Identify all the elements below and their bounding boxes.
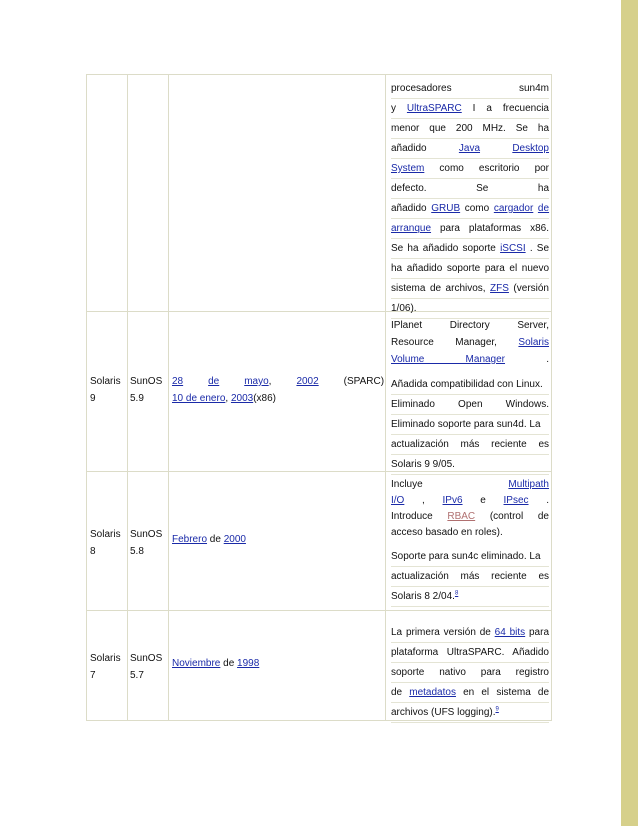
wiki-link[interactable]: Volume Manager [391, 354, 506, 365]
text-line [391, 493, 549, 509]
wiki-link[interactable]: de [537, 203, 550, 214]
sunos-cell [130, 373, 167, 407]
version-cell [90, 526, 126, 560]
text-line [391, 587, 549, 606]
text-fragment: Se [476, 183, 489, 194]
text-fragment: frecuencia [502, 103, 549, 114]
text-line [391, 477, 549, 493]
text-fragment: a [486, 103, 492, 114]
wiki-link[interactable]: GRUB [431, 203, 461, 214]
sunos-name: SunOS [130, 529, 163, 540]
text-line [391, 525, 549, 541]
text-line [391, 219, 549, 238]
text-line [391, 179, 549, 198]
text-fragment: archivos, [445, 283, 486, 294]
notes-cell [391, 477, 549, 541]
text-fragment: es [538, 439, 550, 450]
text-fragment: Incluye [391, 479, 509, 490]
text-fragment: IPlanet [391, 320, 423, 331]
wiki-link[interactable]: de [208, 376, 220, 387]
notes-cell [391, 317, 549, 368]
wiki-link[interactable]: Febrero [172, 534, 208, 545]
text-line [391, 199, 549, 218]
wiki-link[interactable]: Java [458, 143, 481, 154]
version-name: Solaris [90, 529, 121, 540]
text-fragment: I [472, 103, 476, 114]
text-fragment: Manager, [455, 337, 497, 348]
text-fragment: que [429, 123, 446, 134]
text-line [391, 623, 549, 642]
text-fragment: Eliminado [391, 399, 435, 410]
text-line [391, 415, 549, 434]
column-divider [168, 75, 169, 720]
date-cell [172, 531, 384, 548]
wiki-link[interactable]: 1998 [237, 658, 260, 669]
footnote-ref[interactable]: 9 [495, 706, 499, 713]
text-fragment: de [220, 658, 238, 669]
wiki-link[interactable]: metadatos [409, 687, 456, 698]
column-divider [127, 75, 128, 720]
text-fragment: de [391, 687, 403, 698]
sunos-number: 5.8 [130, 546, 144, 557]
text-fragment: Directory [449, 320, 490, 331]
text-fragment: nuevo [521, 263, 550, 274]
wiki-link[interactable]: System [391, 163, 425, 174]
wiki-link[interactable]: Noviembre [172, 658, 221, 669]
text-line [391, 509, 549, 525]
text-fragment: actualización [391, 439, 449, 450]
text-fragment: sistema [391, 283, 426, 294]
text-fragment: para [484, 263, 505, 274]
text-fragment: más [460, 439, 480, 450]
wiki-link[interactable]: Multipath [508, 479, 549, 490]
text-fragment: (control [489, 511, 524, 522]
text-fragment: Se [391, 243, 404, 254]
wiki-link[interactable]: 2000 [223, 534, 246, 545]
text-line [391, 351, 549, 368]
text-fragment: Se [515, 123, 528, 134]
text-line [391, 663, 549, 682]
text-fragment: reciente [491, 571, 527, 582]
text-fragment: para [439, 223, 460, 234]
solaris-versions-table [86, 74, 552, 721]
wiki-link[interactable]: Solaris [518, 337, 549, 348]
line-separator [391, 722, 549, 723]
text-line [391, 299, 549, 318]
wiki-link[interactable]: IPsec [503, 495, 529, 506]
sunos-number: 5.9 [130, 393, 144, 404]
text-fragment: añadido [422, 243, 459, 254]
text-fragment: por [534, 163, 550, 174]
text-fragment: (x86) [253, 393, 276, 404]
sunos-cell [130, 526, 167, 560]
version-name: Solaris [90, 653, 121, 664]
text-fragment: actualización [391, 571, 449, 582]
text-fragment: de [207, 534, 224, 545]
text-fragment: archivos (UFS logging). [391, 707, 496, 718]
text-fragment: escritorio [478, 163, 520, 174]
wiki-link[interactable]: mayo [244, 376, 269, 387]
text-fragment: para [480, 667, 501, 678]
version-cell [90, 373, 126, 407]
text-line [391, 79, 549, 98]
text-line [391, 139, 549, 158]
text-fragment: , [422, 495, 443, 506]
text-line [391, 239, 549, 258]
version-number: 9 [90, 393, 96, 404]
text-fragment: ha [537, 123, 550, 134]
text-line [391, 703, 549, 722]
version-cell [90, 650, 126, 684]
text-fragment: más [460, 571, 480, 582]
text-fragment: plataformas [468, 223, 522, 234]
text-fragment: Añadido [512, 647, 549, 658]
wiki-link[interactable]: I/O [391, 495, 405, 506]
text-line [391, 643, 549, 662]
text-fragment: plataforma [391, 647, 439, 658]
text-fragment: procesadores [391, 83, 452, 94]
text-line [172, 531, 384, 548]
text-fragment: UltraSPARC. [446, 647, 505, 658]
text-fragment: de [537, 511, 549, 522]
text-fragment: e [480, 495, 504, 506]
text-fragment: como [464, 203, 490, 214]
text-fragment: Se [536, 243, 550, 254]
text-fragment: registro [515, 667, 549, 678]
wiki-link[interactable]: 64 bits [494, 627, 526, 638]
text-line [391, 435, 549, 454]
sunos-number: 5.7 [130, 670, 144, 681]
text-line [391, 375, 549, 394]
wiki-link[interactable]: Desktop [512, 143, 549, 154]
text-fragment: ha [537, 183, 550, 194]
text-fragment: acceso basado en roles). [391, 527, 503, 538]
text-line [172, 373, 384, 390]
text-fragment: Soporte para sun4c eliminado. La [391, 551, 541, 562]
sunos-name: SunOS [130, 376, 163, 387]
text-fragment: Solaris 9 9/05. [391, 459, 455, 470]
text-line [391, 99, 549, 118]
version-number: 8 [90, 546, 96, 557]
text-fragment: Introduce [391, 511, 433, 522]
column-divider [385, 75, 386, 720]
text-fragment: Solaris 8 2/04. [391, 591, 455, 602]
text-line [391, 567, 549, 586]
text-fragment: Open [458, 399, 483, 410]
text-fragment: , [225, 393, 231, 404]
sunos-name: SunOS [130, 653, 163, 664]
row-divider [87, 610, 551, 611]
text-fragment: Añadida compatibilidad con Linux. [391, 379, 543, 390]
wiki-link[interactable]: UltraSPARC [406, 103, 462, 114]
text-line [391, 395, 549, 414]
wiki-link[interactable]: 10 de enero [172, 393, 226, 404]
text-line [391, 119, 549, 138]
wiki-link[interactable]: RBAC [447, 511, 476, 522]
text-fragment: como [439, 163, 464, 174]
wiki-link[interactable]: 28 [172, 376, 184, 387]
text-fragment: para [529, 627, 550, 638]
text-fragment: es [538, 571, 550, 582]
text-fragment: . [546, 495, 550, 506]
date-cell [172, 373, 384, 407]
text-fragment: Server, [517, 320, 549, 331]
text-fragment: ha [391, 263, 403, 274]
text-fragment: soporte [462, 243, 496, 254]
text-fragment: 200 [455, 123, 473, 134]
text-fragment: defecto. [391, 183, 427, 194]
text-fragment: x86. [530, 223, 550, 234]
wiki-link[interactable]: 2003 [230, 393, 254, 404]
text-fragment: el [481, 687, 490, 698]
text-fragment: nativo [439, 667, 466, 678]
text-fragment: soporte [391, 667, 425, 678]
text-fragment: ha [407, 243, 419, 254]
notes-cell [391, 375, 549, 475]
text-fragment: sistema [496, 687, 531, 698]
text-fragment: (SPARC) [343, 376, 385, 387]
footnote-ref[interactable]: 8 [454, 590, 459, 597]
notes-cell [391, 79, 549, 319]
line-separator [391, 474, 549, 475]
wiki-link[interactable]: cargador [493, 203, 534, 214]
text-fragment: reciente [491, 439, 527, 450]
text-fragment: menor [391, 123, 420, 134]
wiki-link[interactable]: IPv6 [442, 495, 463, 506]
text-line [391, 317, 549, 334]
text-line [391, 159, 549, 178]
wiki-link[interactable]: 2002 [296, 376, 319, 387]
notes-cell [391, 547, 549, 607]
text-fragment: añadido [406, 263, 443, 274]
text-fragment: en [463, 687, 475, 698]
text-fragment: , [268, 376, 272, 387]
text-fragment: (versión [513, 283, 549, 294]
text-fragment: MHz. [482, 123, 506, 134]
text-fragment: de [537, 687, 550, 698]
text-fragment: añadido [391, 143, 427, 154]
text-fragment: el [509, 263, 518, 274]
text-fragment: añadido [391, 203, 427, 214]
text-line [391, 279, 549, 298]
text-fragment: sun4m [518, 83, 549, 94]
version-name: Solaris [90, 376, 121, 387]
text-line [172, 390, 384, 407]
text-fragment: Windows. [505, 399, 549, 410]
text-line [391, 683, 549, 702]
text-line [172, 655, 384, 672]
text-line [391, 334, 549, 351]
text-fragment: . [529, 243, 533, 254]
version-number: 7 [90, 670, 96, 681]
date-cell [172, 655, 384, 672]
text-fragment: soporte [446, 263, 481, 274]
text-line [391, 455, 549, 474]
text-fragment: Eliminado soporte para sun4d. La [391, 419, 541, 430]
text-fragment: y [391, 103, 396, 114]
text-fragment: . [546, 354, 549, 365]
line-separator [391, 606, 549, 607]
wiki-link[interactable]: arranque [391, 223, 432, 234]
text-fragment: 1/06). [391, 303, 417, 314]
wiki-link[interactable]: ZFS [490, 283, 509, 294]
text-fragment: La primera versión de [391, 627, 495, 638]
notes-cell [391, 623, 549, 723]
wiki-link[interactable]: iSCSI [500, 243, 526, 254]
text-line [391, 547, 549, 566]
text-fragment: de [429, 283, 442, 294]
sunos-cell [130, 650, 167, 684]
text-fragment: Resource [391, 337, 434, 348]
text-line [391, 259, 549, 278]
